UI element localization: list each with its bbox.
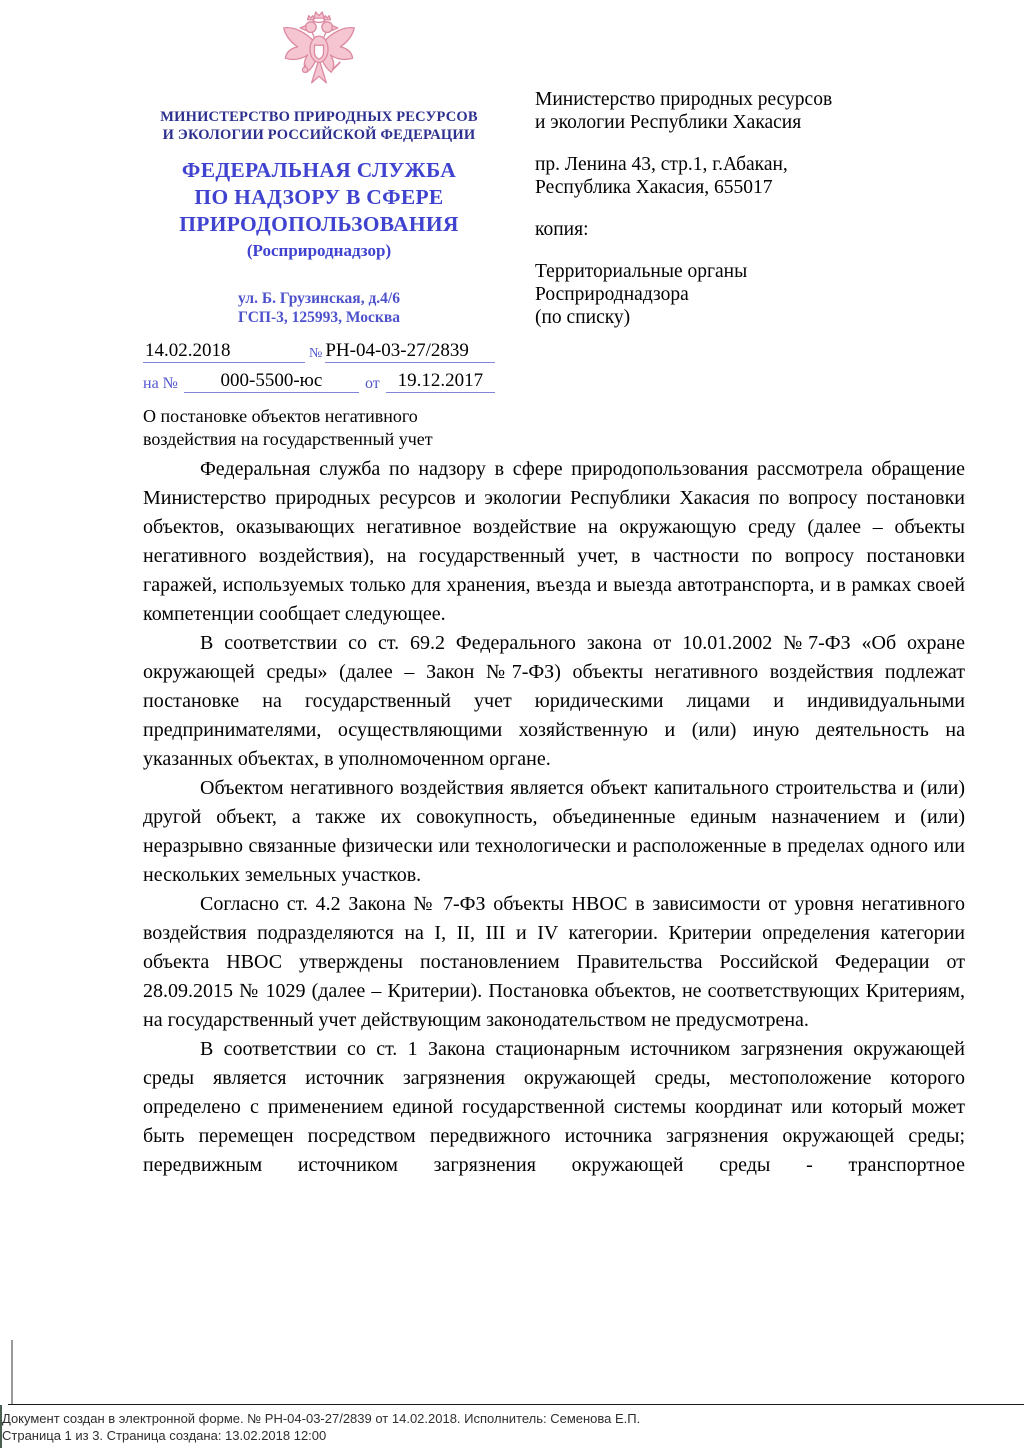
body-paragraph-3: Объектом негативного воздействия является объект капитального строительства и (или) другой объект, а также их совокупность, объединенные единым назначением и (или) неразрывно связанные физически или технологически и расположенные в пределах одного или нескольких земельных участков. — [143, 777, 965, 886]
letter-subject — [143, 405, 505, 451]
body-paragraph-4: Согласно ст. 4.2 Закона № 7-ФЗ объекты НВОС в зависимости от уровня негативного воздействия подразделяются на I, II, III и IV категории. Критерии определения категории объекта НВОС утверждены постановлением Правительства Российской Федерации от 28.09.2015 № 1029 (далее – Критерии). Постановка объектов, не соответствующих Критериям, на государственный учет действующим законодательством не предусмотрена. — [143, 893, 965, 1031]
copy-recipient — [535, 260, 975, 329]
recipient-block — [535, 88, 975, 348]
document-footer — [2, 1410, 1002, 1444]
letter-subject-line1: О постановке объектов негативного — [143, 406, 418, 426]
footer-line1: Документ создан в электронной форме. № РН-04-03-27/2839 от 14.02.2018. Исполнитель: Семенова Е.П. — [2, 1411, 641, 1426]
ministry-name-line2: И ЭКОЛОГИИ РОССИЙСКОЙ ФЕДЕРАЦИИ — [162, 127, 476, 143]
reply-to-label: на № — [143, 375, 178, 392]
recipient-address-line1: пр. Ленина 43, стр.1, г.Абакан, — [535, 154, 788, 175]
reference-block — [143, 339, 495, 393]
number-sign-label: № — [309, 346, 323, 361]
recipient-name-line1: Министерство природных ресурсов — [535, 89, 833, 110]
copy-recipient-line3: (по списку) — [535, 307, 631, 328]
body-paragraph-2: В соответствии со ст. 69.2 Федерального закона от 10.01.2002 №7-ФЗ «Об охране окружающей среды» (далее – Закон №7-ФЗ) объекты негативного воздействия подлежат постановке на государственный учет юридическими лицами и индивидуальными предпринимателями, осуществляющими хозяйственную и (или) иную деятельность на указанных объектах, в уполномоченном органе. — [143, 632, 965, 770]
double-headed-eagle-icon — [278, 8, 360, 107]
incoming-number: 000-5500-юс — [184, 369, 359, 393]
service-name — [133, 157, 505, 238]
hq-address-line1: ул. Б. Грузинская, д.4/6 — [238, 290, 400, 307]
body-paragraph-1: Федеральная служба по надзору в сфере природопользования рассмотрела обращение Министерство природных ресурсов и экологии Республики Хакасия по вопросу постановки объектов, оказывающих негативное воздействие на окружающую среду (далее – объекты негативного воздействия), на государственный учет, в частности по вопросу постановки гаражей, используемых только для хранения, въезда и выезда автотранспорта, и в рамках своей компетенции сообщает следующее. — [143, 458, 965, 625]
stamp-left-tick — [11, 1340, 13, 1404]
service-name-line2: ПО НАДЗОРУ В СФЕРЕ — [194, 185, 444, 209]
outgoing-date: 14.02.2018 — [143, 339, 305, 363]
copy-recipient-line2: Росприроднадзора — [535, 284, 689, 305]
reference-row-incoming — [143, 369, 495, 393]
letter-body — [143, 455, 965, 1180]
hq-address — [133, 289, 505, 327]
hq-address-line2: ГСП-3, 125993, Москва — [238, 309, 400, 326]
outgoing-number: РН-04-03-27/2839 — [325, 339, 495, 363]
footer-line2: Страница 1 из 3. Страница создана: 13.02.2018 12:00 — [2, 1428, 327, 1443]
ministry-name-line1: МИНИСТЕРСТВО ПРИРОДНЫХ РЕСУРСОВ — [160, 109, 478, 125]
recipient-name-line2: и экологии Республики Хакасия — [535, 112, 802, 133]
incoming-date: 19.12.2017 — [386, 369, 495, 393]
recipient-address-line2: Республика Хакасия, 655017 — [535, 177, 773, 198]
ministry-name — [133, 108, 505, 144]
copy-recipient-line1: Территориальные органы — [535, 261, 748, 282]
recipient-name — [535, 88, 975, 134]
reference-row-outgoing — [143, 339, 495, 363]
letter-subject-line2: воздействия на государственный учет — [143, 429, 433, 449]
copy-label: копия: — [535, 219, 589, 240]
recipient-address — [535, 153, 975, 199]
letterhead — [133, 8, 505, 451]
coat-of-arms-emblem — [133, 8, 505, 104]
service-name-line1: ФЕДЕРАЛЬНАЯ СЛУЖБА — [181, 158, 457, 182]
body-paragraph-5: В соответствии со ст. 1 Закона стационарным источником загрязнения окружающей среды является источник загрязнения окружающей среды, местоположение которого определено с применением единой государственной системы координат или который может быть перемещен посредством передвижного источника загрязнения окружающей среды; передвижным источником загрязнения окружающей среды - транспортное — [143, 1038, 965, 1176]
service-short-name: (Росприроднадзор) — [246, 241, 392, 260]
service-name-line3: ПРИРОДОПОЛЬЗОВАНИЯ — [179, 212, 459, 236]
from-label: от — [364, 375, 380, 392]
footer-divider — [8, 1404, 1024, 1405]
